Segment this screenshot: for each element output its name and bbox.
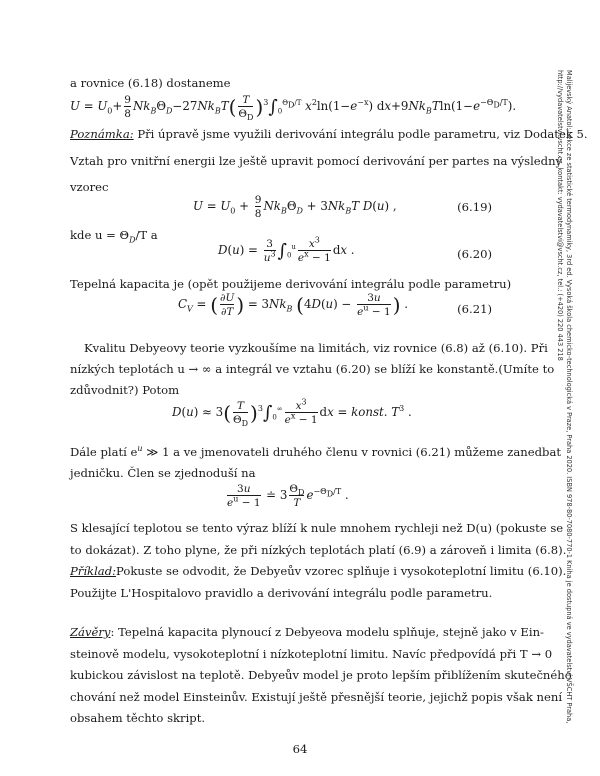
poznamka-paragraph <box>70 125 588 144</box>
page-number: 64 <box>292 742 308 756</box>
zavery-line1 <box>70 623 544 642</box>
zavery-line4: chování než model Einsteinův. Existují ještě přesnější teorie, jejichž popis však není <box>70 690 563 704</box>
kde-end: /T a <box>135 228 158 242</box>
vztah-line1: Vztah pro vnitřní energii lze ještě upravit pomocí derivování per partes na výsledný <box>70 154 563 168</box>
poznamka-label: Poznámka: <box>70 127 134 141</box>
kde-text: kde u = Θ <box>70 228 130 242</box>
zavery-line5: obsahem těchto skript. <box>70 711 206 725</box>
klesajici-line1: S klesající teplotou se tento výraz blíží k nule mnohem rychleji než D(u) (pokuste se <box>70 521 564 535</box>
equation-number-6-19: (6.19) <box>457 200 492 214</box>
pouzijte-line: Použijte L'Hospitalovo pravidlo a derivování integrálu podle parametru. <box>70 586 493 600</box>
zavery-text: : Tepelná kapacita plynoucí z Debyeova modelu splňuje, stejně jako v Ein- <box>110 625 544 639</box>
dale-text-a: Dále platí e <box>70 445 138 459</box>
priklad-label: Příklad: <box>70 564 117 578</box>
kvalitu-line3: zdůvodnit?) Potom <box>70 383 180 397</box>
dale-line1: Dále platí $e^u$ ≫ 1 a ve jmenovateli druhého členu v rovnici (6.21) můžeme zanedbat <box>70 444 562 459</box>
equation-low-temperature-limit: D(u) ≈ 3( $\frac{T}{\Theta_D}$ )$^3\int_0^\infty$ $\frac{x^3}{e^x - 1}$ dx = konst. $T^3$ . <box>172 397 412 429</box>
dale-text-b: ≫ 1 a ve jmenovateli druhého členu v rovnici (6.21) můžeme zanedbat <box>142 445 562 459</box>
equation-6-20: D(u) = $\frac{3}{u^3}$ $\int_0^u$ $\frac{x^3}{e^x - 1}$ dx . <box>218 235 355 264</box>
paragraph-intro: a rovnice (6.18) dostaneme <box>70 76 231 90</box>
zavery-label: Závěry <box>70 625 111 639</box>
equation-number-6-21: (6.21) <box>457 302 492 316</box>
zavery-line2: steinově modelu, vysokoteplotní i nízkoteplotní limitu. Navíc předpovídá při T → 0 <box>70 647 553 661</box>
sidebar-citation: Malijevský Anatol: Lekce ze statistické termodynamiky, 3rd ed. Vysoká škola chemicko-technologická v Praze, Praha 2020. ISBN 978-80-7080-770-1 Kniha je dostupná ve vydavatelství VŠCHT Praha, http://vydavatelstvi.vscht.cz, kontakt: vydavatelstvi@vscht.cz, tel.: (+420) 220 443 218 <box>556 70 573 724</box>
kde-sub: D <box>129 235 136 245</box>
zavery-line3: kubickou závislost na teplotě. Debyeův model je proto lepším přiblížením skutečného <box>70 668 572 682</box>
equation-number-6-20: (6.20) <box>457 247 492 261</box>
dale-line2: jedničku. Člen se zjednoduší na <box>70 466 256 480</box>
equation-approximation: $\frac{3u}{e^u - 1}$ ≐ 3 $\frac{\Theta_D}{T}$ $e^{-\Theta_D/T}$ . <box>227 483 349 509</box>
kvalitu-line2: nízkých teplotách u → ∞ a integrál ve vztahu (6.20) se blíží ke konstantě.(Umíte to <box>70 362 555 376</box>
equation-6-21: $C_V$ = ( $\frac{\partial U}{\partial T}$ ) = $3Nk_B$ (4D(u) − $\frac{3u}{e^u - 1}$ ) . <box>178 292 408 318</box>
equation-6-19: $U = U_0$ + $\frac{9}{8}$ $Nk_B\Theta_D + 3Nk_BT$ D(u) , <box>193 194 397 220</box>
priklad-text: Pokuste se odvodit, že Debyeův vzorec splňuje i vysokoteplotní limitu (6.10). <box>116 564 567 578</box>
klesajici-line2: to dokázat). Z toho plyne, že při nízkých teplotách platí (6.9) a zároveň i limita (6.8). <box>70 543 567 557</box>
equation-energy-integral: $U = U_0+$ $\frac{9}{8}$ $Nk_B\Theta_D-27Nk_BT$( $\frac{T}{\Theta_D}$ )$^3\int_0^{\Theta_D/T}$ $x^2\ln(1-e^{-x})$ $dx+9Nk_BTln(1-e^{-\Theta_D/T})$. <box>70 94 517 123</box>
vztah-line2: vzorec <box>70 180 109 194</box>
kvalitu-line1: Kvalitu Debyeovy teorie vyzkoušíme na limitách, viz rovnice (6.8) až (6.10). Při <box>84 341 548 355</box>
poznamka-text: Při úpravě jsme využili derivování integrálu podle parametru, viz Dodatek 5. <box>133 127 588 141</box>
priklad-paragraph <box>70 562 567 581</box>
tepelna-paragraph: Tepelná kapacita je (opět použijeme derivování integrálu podle parametru) <box>70 277 512 291</box>
